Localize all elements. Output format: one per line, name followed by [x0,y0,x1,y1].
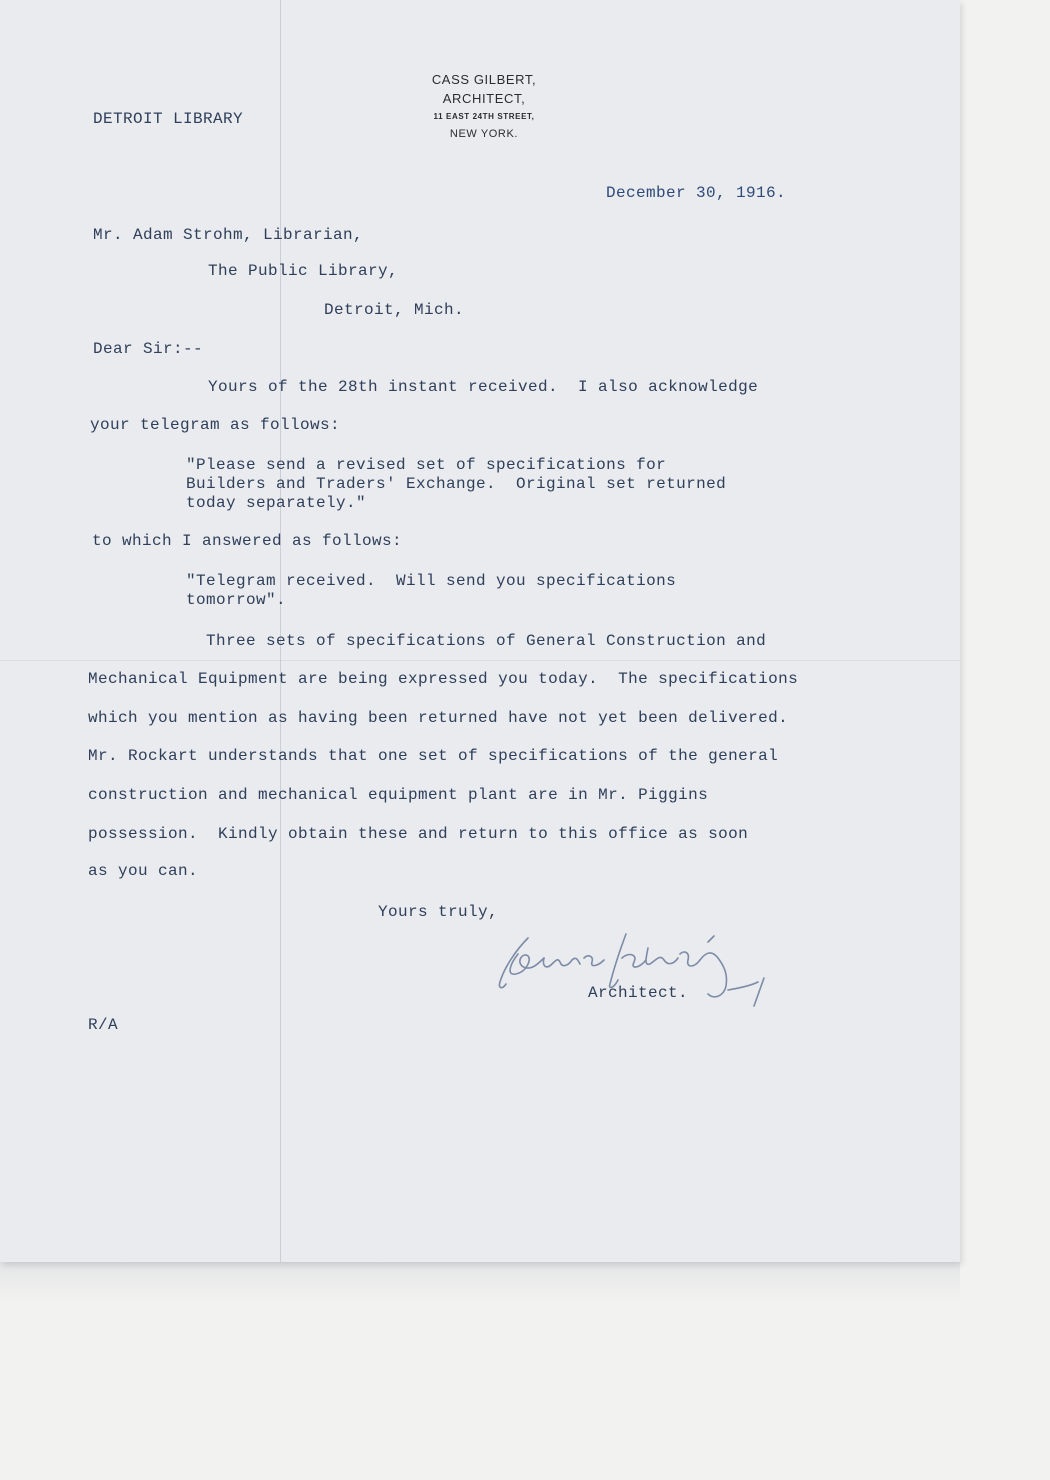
letterhead-title: ARCHITECT, [442,91,526,106]
letterhead-street: 11 EAST 24TH STREET, [433,112,535,121]
letterhead-name: CASS GILBERT, [431,72,537,87]
paragraph-2-line-6: possession. Kindly obtain these and return to this office as soon [88,825,749,843]
paragraph-2-line-1: Three sets of specifications of General Construction and [206,632,767,650]
paragraph-2-line-7: as you can. [88,862,199,880]
salutation: Dear Sir:-- [93,340,204,358]
letter-date: December 30, 1916. [606,184,787,202]
letterhead [380,70,588,143]
file-tag: DETROIT LIBRARY [93,110,244,128]
closing: Yours truly, [378,903,499,921]
paragraph-2-line-2: Mechanical Equipment are being expressed you today. The specifications [88,670,799,688]
recipient-line-2: The Public Library, [208,262,399,280]
fold-crease-vertical [280,0,281,1262]
paragraph-2-line-3: which you mention as having been returned have not yet been delivered. [88,709,789,727]
paragraph-1-line-1: Yours of the 28th instant received. I also acknowledge [208,378,759,396]
paragraph-1-line-2: your telegram as follows: [90,416,341,434]
paragraph-2-line-5: construction and mechanical equipment plant are in Mr. Piggins [88,786,709,804]
typist-initials: R/A [88,1016,119,1034]
fold-crease-horizontal [0,660,960,661]
recipient-line-1: Mr. Adam Strohm, Librarian, [93,226,364,244]
quoted-reply: "Telegram received. Will send you specifications tomorrow". [186,572,677,609]
backdrop-shadow [0,1262,960,1302]
answer-intro: to which I answered as follows: [92,532,403,550]
recipient-line-3: Detroit, Mich. [324,301,465,319]
signer-title: Architect. [588,984,689,1002]
letterhead-city: NEW YORK. [449,128,519,140]
paragraph-2-line-4: Mr. Rockart understands that one set of specifications of the general [88,747,779,765]
quoted-telegram: "Please send a revised set of specifications for Builders and Traders' Exchange. Original set returned today separately." [186,456,727,512]
